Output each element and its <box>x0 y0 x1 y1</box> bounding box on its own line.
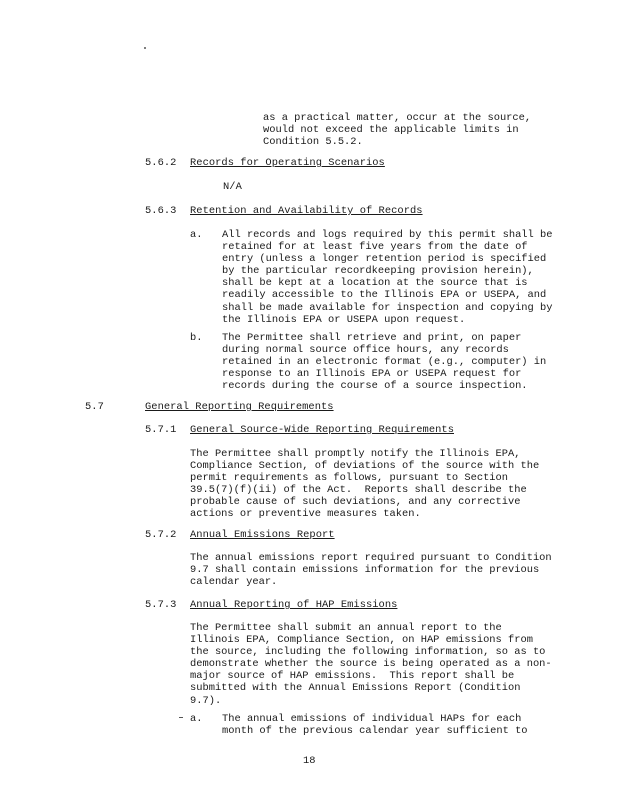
section-paragraph <box>190 622 552 707</box>
item-a-paragraph <box>222 713 528 737</box>
section-body: N/A <box>223 181 242 193</box>
scan-mark <box>179 717 183 718</box>
text-line: The annual emissions report required pursuant to Condition <box>190 552 552 564</box>
text-line: the source, including the following information, so as to <box>190 646 546 659</box>
section-number: 5.7 <box>85 401 104 413</box>
item-b-paragraph <box>222 332 546 392</box>
text-line: month of the previous calendar year sufficient to <box>222 725 528 738</box>
section-title: Annual Emissions Report <box>190 529 335 541</box>
text-line: The annual emissions of individual HAPs for each <box>222 713 522 725</box>
page-number: 18 <box>303 755 316 767</box>
section-title: Retention and Availability of Records <box>190 205 423 217</box>
text-line: as a practical matter, occur at the source, <box>263 112 532 124</box>
text-line: would not exceed the applicable limits in <box>263 124 519 137</box>
text-line: 9.7 shall contain emissions information for the previous <box>190 564 540 577</box>
text-line: Compliance Section, of deviations of the source with the <box>190 460 540 473</box>
section-number: 5.7.2 <box>145 529 177 541</box>
text-line: The Permittee shall submit an annual report to the <box>190 622 502 634</box>
text-line: shall be kept at a location at the source that is <box>222 277 528 290</box>
text-line: entry (unless a longer retention period is specified <box>222 253 547 266</box>
text-line: permit requirements as follows, pursuant to Section <box>190 472 509 485</box>
text-line: All records and logs required by this permit shall be <box>222 229 553 241</box>
section-paragraph <box>190 552 552 588</box>
text-line: 39.5(7)(f)(ii) of the Act. Reports shall describe the <box>190 484 527 497</box>
section-title: General Reporting Requirements <box>145 401 334 413</box>
section-title: Annual Reporting of HAP Emissions <box>190 599 398 611</box>
text-line: records during the course of a source inspection. <box>222 380 528 393</box>
section-title: General Source-Wide Reporting Requirements <box>190 424 454 436</box>
item-label: a. <box>190 713 203 725</box>
text-line: probable cause of such deviations, and any corrective <box>190 496 521 509</box>
text-line: demonstrate whether the source is being operated as a non- <box>190 658 552 671</box>
text-line: submitted with the Annual Emissions Report (Condition <box>190 682 521 695</box>
intro-continuation <box>263 112 531 148</box>
section-number: 5.6.2 <box>145 157 177 169</box>
section-number: 5.7.1 <box>145 424 177 436</box>
text-line: retained in an electronic format (e.g., computer) in <box>222 356 547 369</box>
text-line: during normal source office hours, any records <box>222 344 509 357</box>
text-line: The Permittee shall promptly notify the Illinois EPA, <box>190 448 521 460</box>
text-line: response to an Illinois EPA or USEPA request for <box>222 368 522 381</box>
text-line: readily accessible to the Illinois EPA or USEPA, and <box>222 289 547 302</box>
section-number: 5.6.3 <box>145 205 177 217</box>
text-line: by the particular recordkeeping provision herein), <box>222 265 534 278</box>
text-line: Condition 5.5.2. <box>263 136 363 149</box>
item-label: b. <box>190 332 203 344</box>
section-title: Records for Operating Scenarios <box>190 157 385 169</box>
text-line: calendar year. <box>190 576 278 589</box>
text-line: 9.7). <box>190 694 222 707</box>
text-line: shall be made available for inspection and copying by <box>222 301 553 314</box>
section-paragraph <box>190 448 539 521</box>
text-line: Illinois EPA, Compliance Section, on HAP emissions from <box>190 634 533 647</box>
text-line: actions or preventive measures taken. <box>190 508 421 521</box>
section-number: 5.7.3 <box>145 599 177 611</box>
item-label: a. <box>190 229 203 241</box>
item-a-paragraph <box>222 229 552 326</box>
text-line: the Illinois EPA or USEPA upon request. <box>222 313 466 326</box>
scan-speck <box>144 47 146 49</box>
text-line: The Permittee shall retrieve and print, on paper <box>222 332 522 344</box>
text-line: major source of HAP emissions. This report shall be <box>190 670 515 683</box>
text-line: retained for at least five years from the date of <box>222 241 528 254</box>
